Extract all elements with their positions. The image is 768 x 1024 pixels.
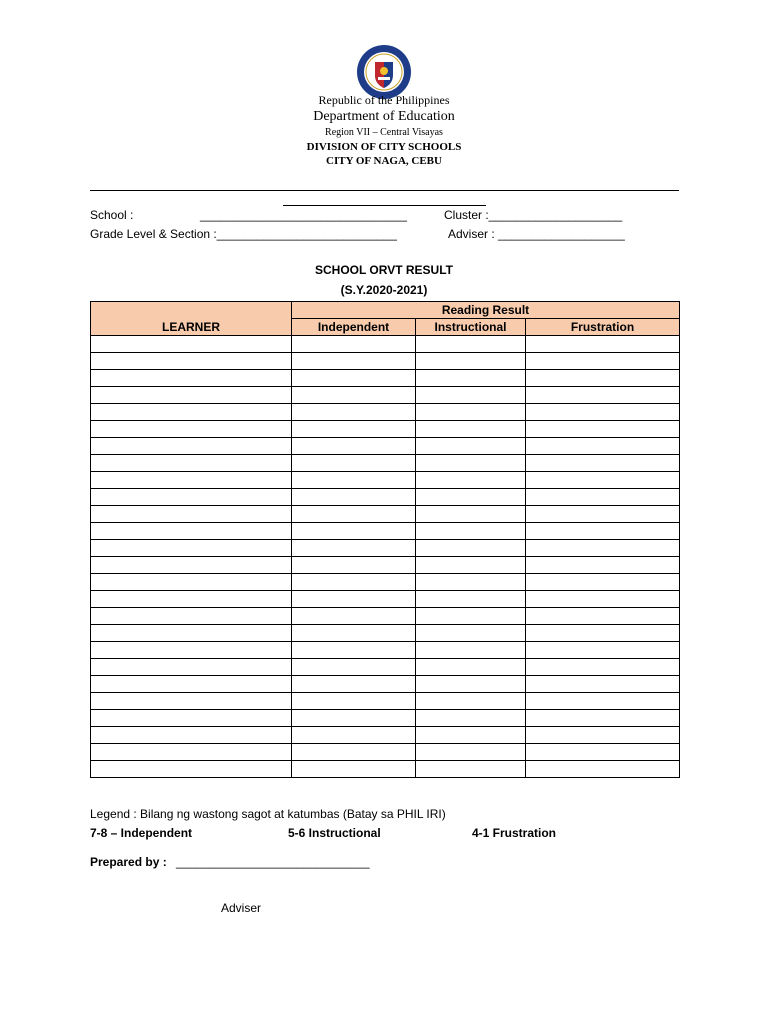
result-cell[interactable] <box>292 744 416 761</box>
learner-cell[interactable] <box>91 370 292 387</box>
learner-cell[interactable] <box>91 659 292 676</box>
grade-section-field[interactable]: Grade Level & Section :___________________________ <box>90 227 397 241</box>
result-cell[interactable] <box>292 472 416 489</box>
result-cell[interactable] <box>416 591 526 608</box>
result-cell[interactable] <box>292 404 416 421</box>
table-row <box>91 693 680 710</box>
result-cell[interactable] <box>526 557 680 574</box>
header-subline <box>283 205 486 206</box>
result-cell[interactable] <box>292 353 416 370</box>
result-cell[interactable] <box>292 727 416 744</box>
independent-header: Independent <box>292 319 416 336</box>
result-cell[interactable] <box>292 761 416 778</box>
result-cell[interactable] <box>416 523 526 540</box>
learner-cell[interactable] <box>91 608 292 625</box>
result-cell[interactable] <box>526 710 680 727</box>
table-row <box>91 744 680 761</box>
signature-line[interactable]: _____________________________ <box>176 855 370 869</box>
result-cell[interactable] <box>416 506 526 523</box>
result-cell[interactable] <box>416 404 526 421</box>
header-city: CITY OF NAGA, CEBU <box>326 155 442 167</box>
result-cell[interactable] <box>292 540 416 557</box>
learner-cell[interactable] <box>91 676 292 693</box>
header-region: Region VII – Central Visayas <box>325 127 443 138</box>
result-cell[interactable] <box>292 676 416 693</box>
result-cell[interactable] <box>292 506 416 523</box>
table-row <box>91 557 680 574</box>
result-cell[interactable] <box>292 455 416 472</box>
legend-instructional: 5-6 Instructional <box>288 826 381 840</box>
cluster-field[interactable]: Cluster :____________________ <box>444 208 623 222</box>
result-cell[interactable] <box>526 472 680 489</box>
result-cell[interactable] <box>416 608 526 625</box>
learner-cell[interactable] <box>91 761 292 778</box>
learner-cell[interactable] <box>91 710 292 727</box>
result-cell[interactable] <box>292 591 416 608</box>
legend-text: Legend : Bilang ng wastong sagot at katumbas (Batay sa PHIL IRI) <box>90 807 446 821</box>
table-row <box>91 438 680 455</box>
school-year: (S.Y.2020-2021) <box>340 283 428 297</box>
result-cell[interactable] <box>526 387 680 404</box>
table-row <box>91 370 680 387</box>
result-cell[interactable] <box>292 659 416 676</box>
result-cell[interactable] <box>526 676 680 693</box>
table-row <box>91 472 680 489</box>
table-row <box>91 421 680 438</box>
result-cell[interactable] <box>292 370 416 387</box>
result-cell[interactable] <box>416 744 526 761</box>
result-cell[interactable] <box>416 574 526 591</box>
result-cell[interactable] <box>526 353 680 370</box>
result-cell[interactable] <box>416 540 526 557</box>
result-cell[interactable] <box>526 455 680 472</box>
result-cell[interactable] <box>416 710 526 727</box>
result-cell[interactable] <box>526 642 680 659</box>
learner-cell[interactable] <box>91 336 292 353</box>
result-cell[interactable] <box>526 693 680 710</box>
school-field[interactable]: _______________________________ <box>200 208 407 222</box>
table-row <box>91 727 680 744</box>
learner-cell[interactable] <box>91 727 292 744</box>
result-cell[interactable] <box>416 557 526 574</box>
result-cell[interactable] <box>292 421 416 438</box>
adviser-caption: Adviser <box>221 901 262 915</box>
result-cell[interactable] <box>292 625 416 642</box>
report-title: SCHOOL ORVT RESULT <box>314 263 453 277</box>
learner-cell[interactable] <box>91 489 292 506</box>
header-department: Department of Education <box>313 109 455 124</box>
learner-cell[interactable] <box>91 523 292 540</box>
learner-cell[interactable] <box>91 625 292 642</box>
table-row <box>91 336 680 353</box>
table-row <box>91 591 680 608</box>
result-cell[interactable] <box>526 540 680 557</box>
header-country: Republic of the Philippines <box>318 93 450 107</box>
deped-seal-logo <box>356 44 412 100</box>
learner-cell[interactable] <box>91 438 292 455</box>
result-cell[interactable] <box>526 761 680 778</box>
frustration-header: Frustration <box>526 319 680 336</box>
table-row <box>91 387 680 404</box>
table-row <box>91 506 680 523</box>
result-cell[interactable] <box>416 455 526 472</box>
result-cell[interactable] <box>292 557 416 574</box>
result-cell[interactable] <box>526 489 680 506</box>
prepared-by-label: Prepared by : <box>90 855 167 869</box>
result-cell[interactable] <box>292 693 416 710</box>
result-cell[interactable] <box>292 336 416 353</box>
learner-cell[interactable] <box>91 455 292 472</box>
adviser-field[interactable]: Adviser : ___________________ <box>448 227 625 241</box>
result-cell[interactable] <box>526 438 680 455</box>
result-cell[interactable] <box>526 659 680 676</box>
result-cell[interactable] <box>292 387 416 404</box>
result-cell[interactable] <box>416 693 526 710</box>
result-cell[interactable] <box>526 336 680 353</box>
result-cell[interactable] <box>526 608 680 625</box>
learner-cell[interactable] <box>91 591 292 608</box>
result-cell[interactable] <box>416 472 526 489</box>
result-cell[interactable] <box>416 676 526 693</box>
result-cell[interactable] <box>526 625 680 642</box>
learner-cell[interactable] <box>91 506 292 523</box>
result-cell[interactable] <box>416 387 526 404</box>
result-cell[interactable] <box>526 404 680 421</box>
result-cell[interactable] <box>526 591 680 608</box>
learner-cell[interactable] <box>91 557 292 574</box>
learner-cell[interactable] <box>91 574 292 591</box>
result-cell[interactable] <box>416 370 526 387</box>
result-cell[interactable] <box>292 574 416 591</box>
table-row <box>91 523 680 540</box>
table-row <box>91 625 680 642</box>
result-cell[interactable] <box>416 489 526 506</box>
table-row <box>91 404 680 421</box>
result-cell[interactable] <box>416 421 526 438</box>
legend-independent: 7-8 – Independent <box>90 826 193 840</box>
learner-cell[interactable] <box>91 744 292 761</box>
learner-cell[interactable] <box>91 642 292 659</box>
learner-cell[interactable] <box>91 387 292 404</box>
learner-cell[interactable] <box>91 693 292 710</box>
orvt-result-table <box>90 301 680 778</box>
result-cell[interactable] <box>416 659 526 676</box>
table-row <box>91 540 680 557</box>
result-cell[interactable] <box>416 761 526 778</box>
result-cell[interactable] <box>526 744 680 761</box>
table-row <box>91 676 680 693</box>
instructional-header: Instructional <box>416 319 526 336</box>
result-cell[interactable] <box>416 727 526 744</box>
result-cell[interactable] <box>526 421 680 438</box>
table-row <box>91 642 680 659</box>
result-cell[interactable] <box>416 353 526 370</box>
learner-cell[interactable] <box>91 421 292 438</box>
header-divider <box>90 190 679 191</box>
learner-header: LEARNER <box>91 302 292 336</box>
result-cell[interactable] <box>416 438 526 455</box>
result-cell[interactable] <box>292 608 416 625</box>
result-cell[interactable] <box>526 523 680 540</box>
table-row <box>91 489 680 506</box>
result-cell[interactable] <box>292 710 416 727</box>
result-cell[interactable] <box>292 642 416 659</box>
result-cell[interactable] <box>292 523 416 540</box>
reading-result-header: Reading Result <box>292 302 680 319</box>
result-cell[interactable] <box>526 370 680 387</box>
legend-frustration: 4-1 Frustration <box>472 826 557 840</box>
learner-cell[interactable] <box>91 353 292 370</box>
table-row <box>91 608 680 625</box>
table-row <box>91 659 680 676</box>
table-row <box>91 353 680 370</box>
school-label: School : <box>90 208 134 222</box>
header-division: DIVISION OF CITY SCHOOLS <box>306 141 462 153</box>
table-row <box>91 455 680 472</box>
result-cell[interactable] <box>292 489 416 506</box>
result-cell[interactable] <box>292 438 416 455</box>
table-row <box>91 710 680 727</box>
result-cell[interactable] <box>526 574 680 591</box>
learner-cell[interactable] <box>91 540 292 557</box>
learner-cell[interactable] <box>91 472 292 489</box>
table-row <box>91 761 680 778</box>
learner-cell[interactable] <box>91 404 292 421</box>
result-cell[interactable] <box>416 336 526 353</box>
result-cell[interactable] <box>526 506 680 523</box>
result-cell[interactable] <box>416 642 526 659</box>
table-row <box>91 574 680 591</box>
result-cell[interactable] <box>416 625 526 642</box>
result-cell[interactable] <box>526 727 680 744</box>
